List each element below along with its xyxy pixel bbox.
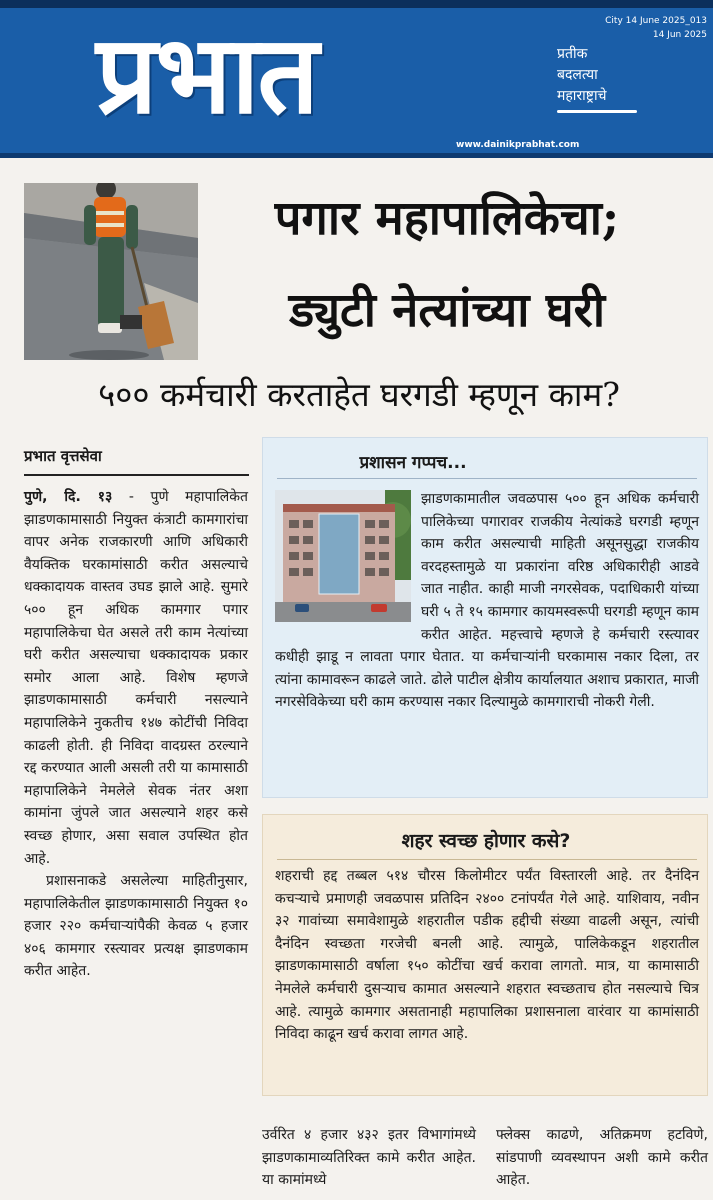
box-title: शहर स्वच्छ होणार कसे?: [401, 830, 571, 852]
article-paragraph: [24, 486, 248, 870]
masthead: [0, 0, 713, 158]
masthead-tagline: [557, 44, 606, 107]
street-sweeper-photo: [24, 183, 198, 360]
box-paragraph: झाडणकामातील जवळपास ५०० हून अधिक कर्मचारी पालिकेच्या पगारावर राजकीय नेत्यांकडे घरगडी म्हणून काम करीत असल्याची माहिती असूनसुद्धा राजकीय वरदहस्तामुळे या प्रकारांना वरिष्ठ अधिकारीही आडवे जात नाहीत. काही माजी नगरसेवक, पदाधिकारी यांच्या घरी ५ ते १५ कामगार कायमस्वरूपी घरगडी म्हणून काम करीत आहेत. महत्त्वाचे म्हणजे हे कर्मचारी रस्त्यावर कधीही झाडू न लावता पगार घेतात. या कर्मचाऱ्यांनी घरकामास नकार दिला, तर त्यांना कामावरून काढले जाते. ढोले पाटील क्षेत्रीय कार्यालयात अशाच प्रकारात, माजी नगरसेविकेच्या घरी काम करण्यास नकार दिल्यामुळे कामगाराची नोकरी गेली.: [275, 491, 699, 711]
box-divider: [277, 478, 697, 479]
paragraph-text: - पुणे महापालिकेत झाडणकामासाठी नियुक्त कंत्राटी कामगारांचा वापर अनेक राजकारणी आणि अधिकारी वैयक्तिक घरकामांसाठी करीत असल्याचे धक्कादायक वास्तव उघड झाले आहे. सुमारे ५०० हून अधिक कामगार पगार महापालिकेचा घेत असले तरी काम नेत्यांच्या घरी करीत असल्याचा धक्कादायक प्रकार समोर आला आहे. विशेष म्हणजे झाडणकामासाठी कर्मचारी नसल्याने महापालिकेने नुकतीच १४७ कोटींची निविदा काढली होती. ही निविदा वादग्रस्त ठरल्याने रद्द करण्यात आली असली तरी या कामासाठी महापालिकेने नेमलेले सेवक नंतर अशा कामांना जुंपले जात असल्याने शहर कसे स्वच्छ होणार, असा सवाल उपस्थित होत आहे.: [24, 489, 248, 867]
article-body-left-column: [24, 486, 248, 983]
box-title: प्रशासन गप्पच...: [359, 453, 467, 473]
edition-line: City 14 June 2025_013: [605, 16, 707, 26]
box-body: [275, 488, 699, 714]
tagline-underline: [557, 110, 637, 113]
headline-line-2: ड्युटी नेत्यांच्या घरी: [288, 283, 606, 338]
subheadline: ५०० कर्मचारी करताहेत घरगडी म्हणून काम?: [98, 375, 620, 414]
tagline-line: महाराष्ट्राचे: [557, 88, 607, 104]
box-divider: [277, 859, 697, 860]
article-body-right-column: फ्लेक्स काढणे, अतिक्रमण हटविणे, सांडपाणी व्यवस्थापन अशी कामे करीत आहेत.: [496, 1127, 708, 1189]
tagline-line: बदलत्या: [557, 67, 598, 83]
tagline-line: प्रतीक: [557, 46, 588, 62]
masthead-top-bar: [0, 0, 713, 8]
edition-date: 14 Jun 2025: [652, 30, 707, 40]
website-url: www.dainikprabhat.com: [456, 140, 580, 150]
article-body-middle-column: उर्वरित ४ हजार ४३२ इतर विभागांमध्ये झाडणकामाव्यतिरिक्त कामे करीत आहेत. या कामांमध्ये: [262, 1127, 476, 1189]
sidebar-box-administration: [262, 437, 708, 798]
headline-line-1: पगार महापालिकेचा;: [274, 191, 620, 246]
box-body: शहराची हद्द तब्बल ५१४ चौरस किलोमीटर पर्यंत विस्तारली आहे. तर दैनंदिन कचऱ्याचे प्रमाणही जवळपास प्रतिदिन २४०० टनांपर्यंत गेले आहे. याशिवाय, नवीन ३२ गावांच्या समावेशामुळे शहरातील पडीक हद्दीची संख्या वाढली असून, त्यांची दैनंदिन स्वच्छता गरजेची बनली आहे. त्यामुळे, पालिकेकडून शहरातील झाडणकामासाठी वर्षाला १५० कोटींचा खर्च करावा लागतो. मात्र, या कामासाठी नेमलेले कर्मचारी दुसऱ्याच कामात असल्याने शहरात स्वच्छताच होत नसल्याचे चित्र आहे. त्यामुळे कामगार असतानाही महापालिका प्रशासनाला वारंवार या कामांसाठी निविदा काढून खर्च करावा लागत आहे.: [275, 868, 699, 1043]
article-paragraph: प्रशासनाकडे असलेल्या माहितीनुसार, महापालिकेतील झाडणकामासाठी नियुक्त १० हजार २२० कर्मचाऱ्यांपैकी केवळ ५ हजार ४०६ कामगार रस्त्यावर प्रत्यक्ष झाडणकाम करीत आहेत.: [24, 873, 248, 980]
sidebar-box-city-cleanliness: [262, 814, 708, 1096]
dateline: पुणे, दि. १३: [24, 489, 113, 505]
byline: प्रभात वृत्तसेवा: [24, 446, 249, 476]
newspaper-logo: प्रभात: [96, 12, 317, 138]
edition-info: [605, 14, 707, 42]
